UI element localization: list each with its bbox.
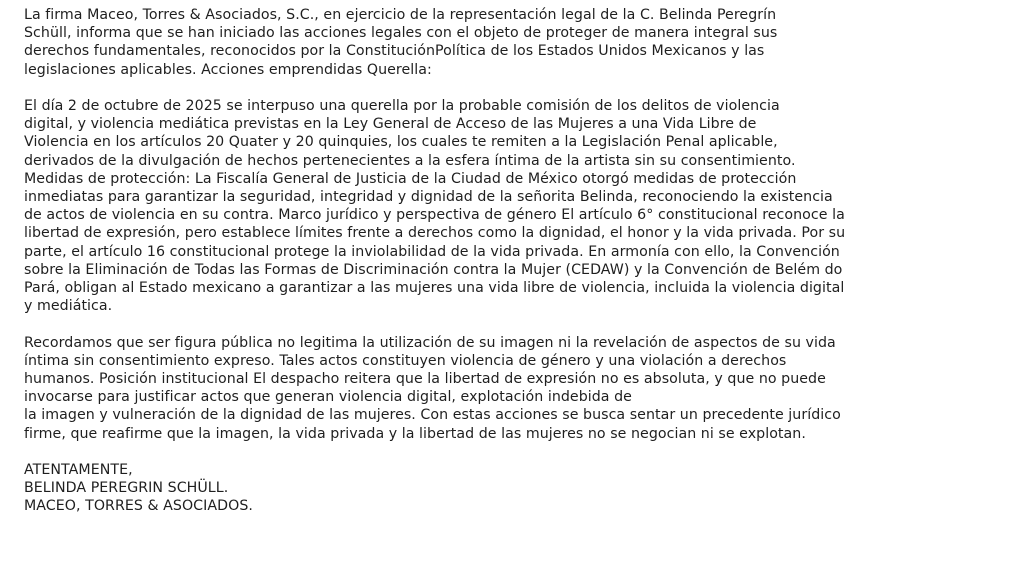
text-line: la imagen y vulneración de la dignidad de las mujeres. Con estas acciones se busca sentar un precedente jurídico: [24, 407, 841, 424]
text-line: Pará, obligan al Estado mexicano a garantizar a las mujeres una vida libre de violencia, incluida la violencia digital: [24, 280, 845, 297]
text-line: digital, y violencia mediática previstas en la Ley General de Acceso de las Mujeres a una Vida Libre de: [24, 116, 757, 133]
intro-paragraph: [24, 6, 1009, 79]
legal-statement: [24, 6, 1009, 516]
signature-salutation: ATENTAMENTE,: [24, 462, 133, 479]
text-line: derechos fundamentales, reconocidos por la ConstituciónPolítica de los Estados Unidos Mexicanos y las: [24, 43, 765, 60]
text-line: derivados de la divulgación de hechos pertenecientes a la esfera íntima de la artista sin su consentimiento.: [24, 152, 796, 169]
signature-firm: MACEO, TORRES & ASOCIADOS.: [24, 498, 253, 515]
signature-name: BELINDA PEREGRIN SCHÜLL.: [24, 480, 229, 497]
text-line: de actos de violencia en su contra. Marco jurídico y perspectiva de género El artículo 6° constitucional reconoce la: [24, 207, 845, 224]
text-line: Violencia en los artículos 20 Quater y 20 quinquies, los cuales te remiten a la Legislación Penal aplicable,: [24, 134, 778, 151]
text-line: Medidas de protección: La Fiscalía General de Justicia de la Ciudad de México otorgó medidas de protección: [24, 170, 797, 187]
text-line: El día 2 de octubre de 2025 se interpuso una querella por la probable comisión de los delitos de violencia: [24, 98, 780, 114]
text-line: inmediatas para garantizar la seguridad, integridad y dignidad de la señorita Belinda, reconociendo la existencia: [24, 189, 833, 206]
text-line: parte, el artículo 16 constitucional protege la inviolabilidad de la vida privada. En armonía con ello, la Convención: [24, 243, 840, 260]
text-line: sobre la Eliminación de Todas las Formas de Discriminación contra la Mujer (CEDAW) y la Convención de Belém do: [24, 261, 843, 278]
text-line: legislaciones aplicables. Acciones emprendidas Querella:: [24, 61, 432, 78]
text-line: Recordamos que ser figura pública no legitima la utilización de su imagen ni la revelación de aspectos de su vida: [24, 334, 836, 351]
text-line: humanos. Posición institucional El despacho reitera que la libertad de expresión no es absoluta, y que no puede: [24, 371, 826, 388]
text-line: íntima sin consentimiento expreso. Tales actos constituyen violencia de género y una violación a derechos: [24, 352, 787, 369]
text-line: invocarse para justificar actos que generan violencia digital, explotación indebida de: [24, 389, 632, 406]
closing-paragraph: [24, 334, 1009, 443]
text-line: y mediática.: [24, 298, 113, 315]
paragraph-gap: [24, 79, 1009, 97]
body-paragraph: [24, 97, 1009, 315]
text-line: Schüll, informa que se han iniciado las acciones legales con el objeto de proteger de manera integral sus: [24, 25, 778, 42]
text-line: libertad de expresión, pero establece límites frente a derechos como la dignidad, el honor y la vida privada. Por su: [24, 225, 846, 242]
signature-block: [24, 461, 1009, 516]
text-line: La firma Maceo, Torres & Asociados, S.C., en ejercicio de la representación legal de la C. Belinda Peregrín: [24, 7, 777, 23]
paragraph-gap: [24, 315, 1009, 333]
paragraph-gap: [24, 443, 1009, 461]
text-line: firme, que reafirme que la imagen, la vida privada y la libertad de las mujeres no se negocian ni se explotan.: [24, 425, 806, 442]
